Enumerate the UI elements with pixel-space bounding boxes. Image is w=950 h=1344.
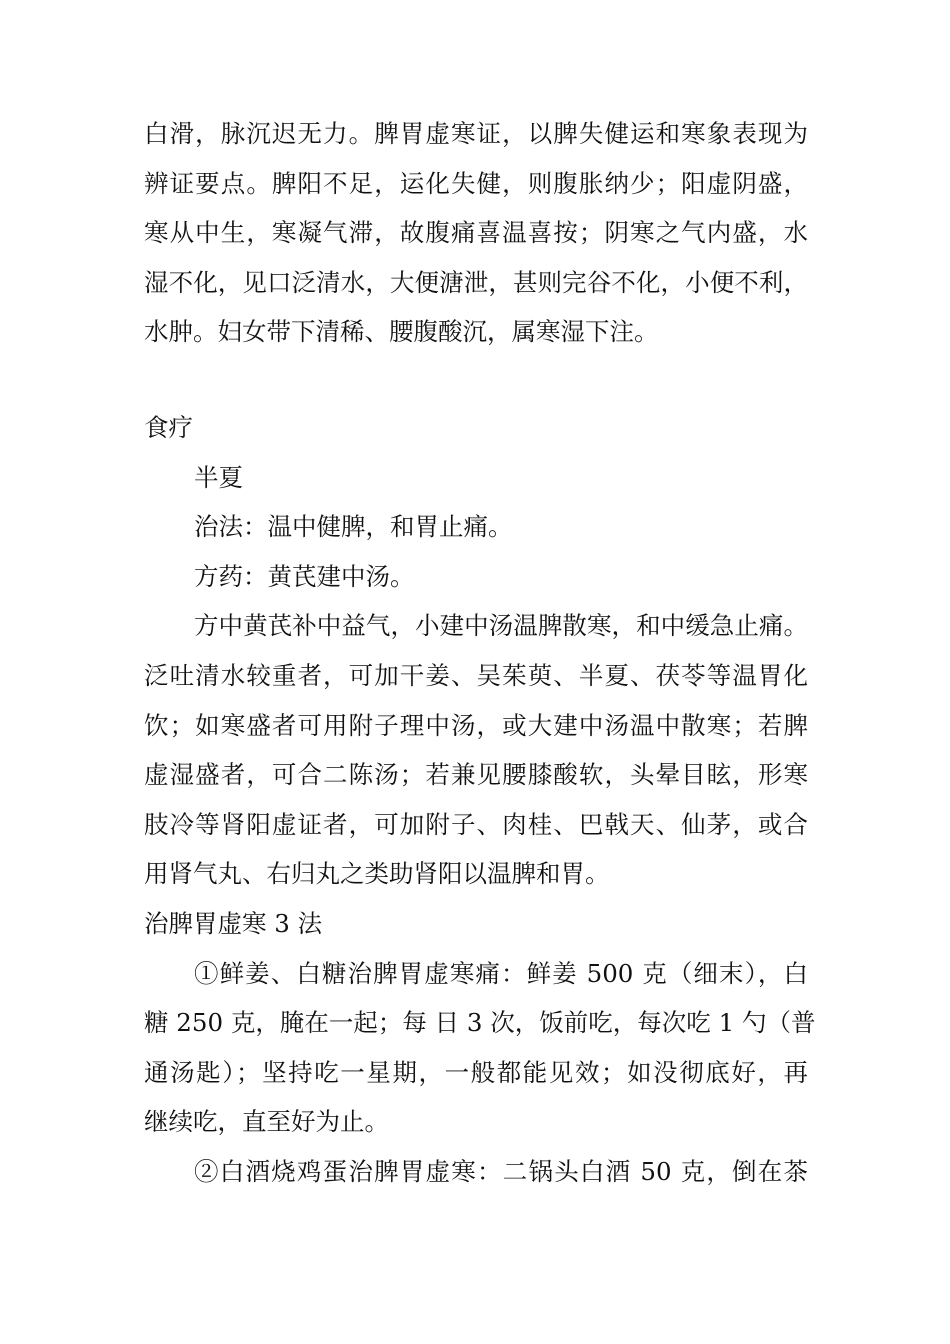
text-line: 白滑，脉沉迟无力。脾胃虚寒证，以脾失健运和寒象表现为 [144,119,808,148]
text-line: 通汤匙）；坚持吃一星期，一般都能见效；如没彻底好，再 [144,1057,808,1087]
document-body [144,109,816,1196]
paragraph-syndrome-description [144,109,808,357]
text-line: 方中黄芪补中益气，小建中汤温脾散寒，和中缓急止痛。 [194,611,808,641]
text-line: 用肾气丸、右归丸之类助肾阳以温脾和胃。 [144,859,610,889]
item-banxia: 半夏 [194,462,243,492]
treatment-method: 治法：温中健脾，和胃止痛。 [194,512,513,542]
prescription: 方药：黄芪建中汤。 [194,561,415,591]
text-line: 辨证要点。脾阳不足，运化失健，则腹胀纳少；阳虚阴盛， [144,168,808,198]
text-line: 寒从中生，寒凝气滞，故腹痛喜温喜按；阴寒之气内盛，水 [144,218,808,248]
section-heading-food-therapy: 食疗 [144,412,193,442]
text-line: 水肿。妇女带下清稀、腰腹酸沉，属寒湿下注。 [144,317,659,347]
section-heading-three-methods: 治脾胃虚寒 3 法 [144,908,323,938]
text-line: 糖 250 克，腌在一起；每 日 3 次，饭前吃，每次吃 1 勺（普 [144,1008,816,1038]
text-line: ②白酒烧鸡蛋治脾胃虚寒：二锅头白酒 50 克，倒在茶 [194,1156,808,1186]
text-line: ①鲜姜、白糖治脾胃虚寒痛：鲜姜 500 克（细末），白 [194,958,808,988]
text-line: 继续吃，直至好为止。 [144,1107,389,1137]
text-line: 泛吐清水较重者，可加干姜、吴茱萸、半夏、茯苓等温胃化 [144,660,808,690]
text-line: 饮；如寒盛者可用附子理中汤，或大建中汤温中散寒；若脾 [144,710,808,740]
paragraph-prescription-explanation [144,601,808,899]
paragraph-gap [144,357,808,403]
text-line: 湿不化，见口泛清水，大便溏泄，甚则完谷不化，小便不利， [144,267,808,297]
paragraph-method-1 [144,949,816,1147]
text-line: 虚湿盛者，可合二陈汤；若兼见腰膝酸软，头晕目眩，形寒 [144,760,808,790]
paragraph-method-2 [144,1147,808,1197]
text-line: 肢冷等肾阳虚证者，可加附子、肉桂、巴戟天、仙茅，或合 [144,809,808,839]
